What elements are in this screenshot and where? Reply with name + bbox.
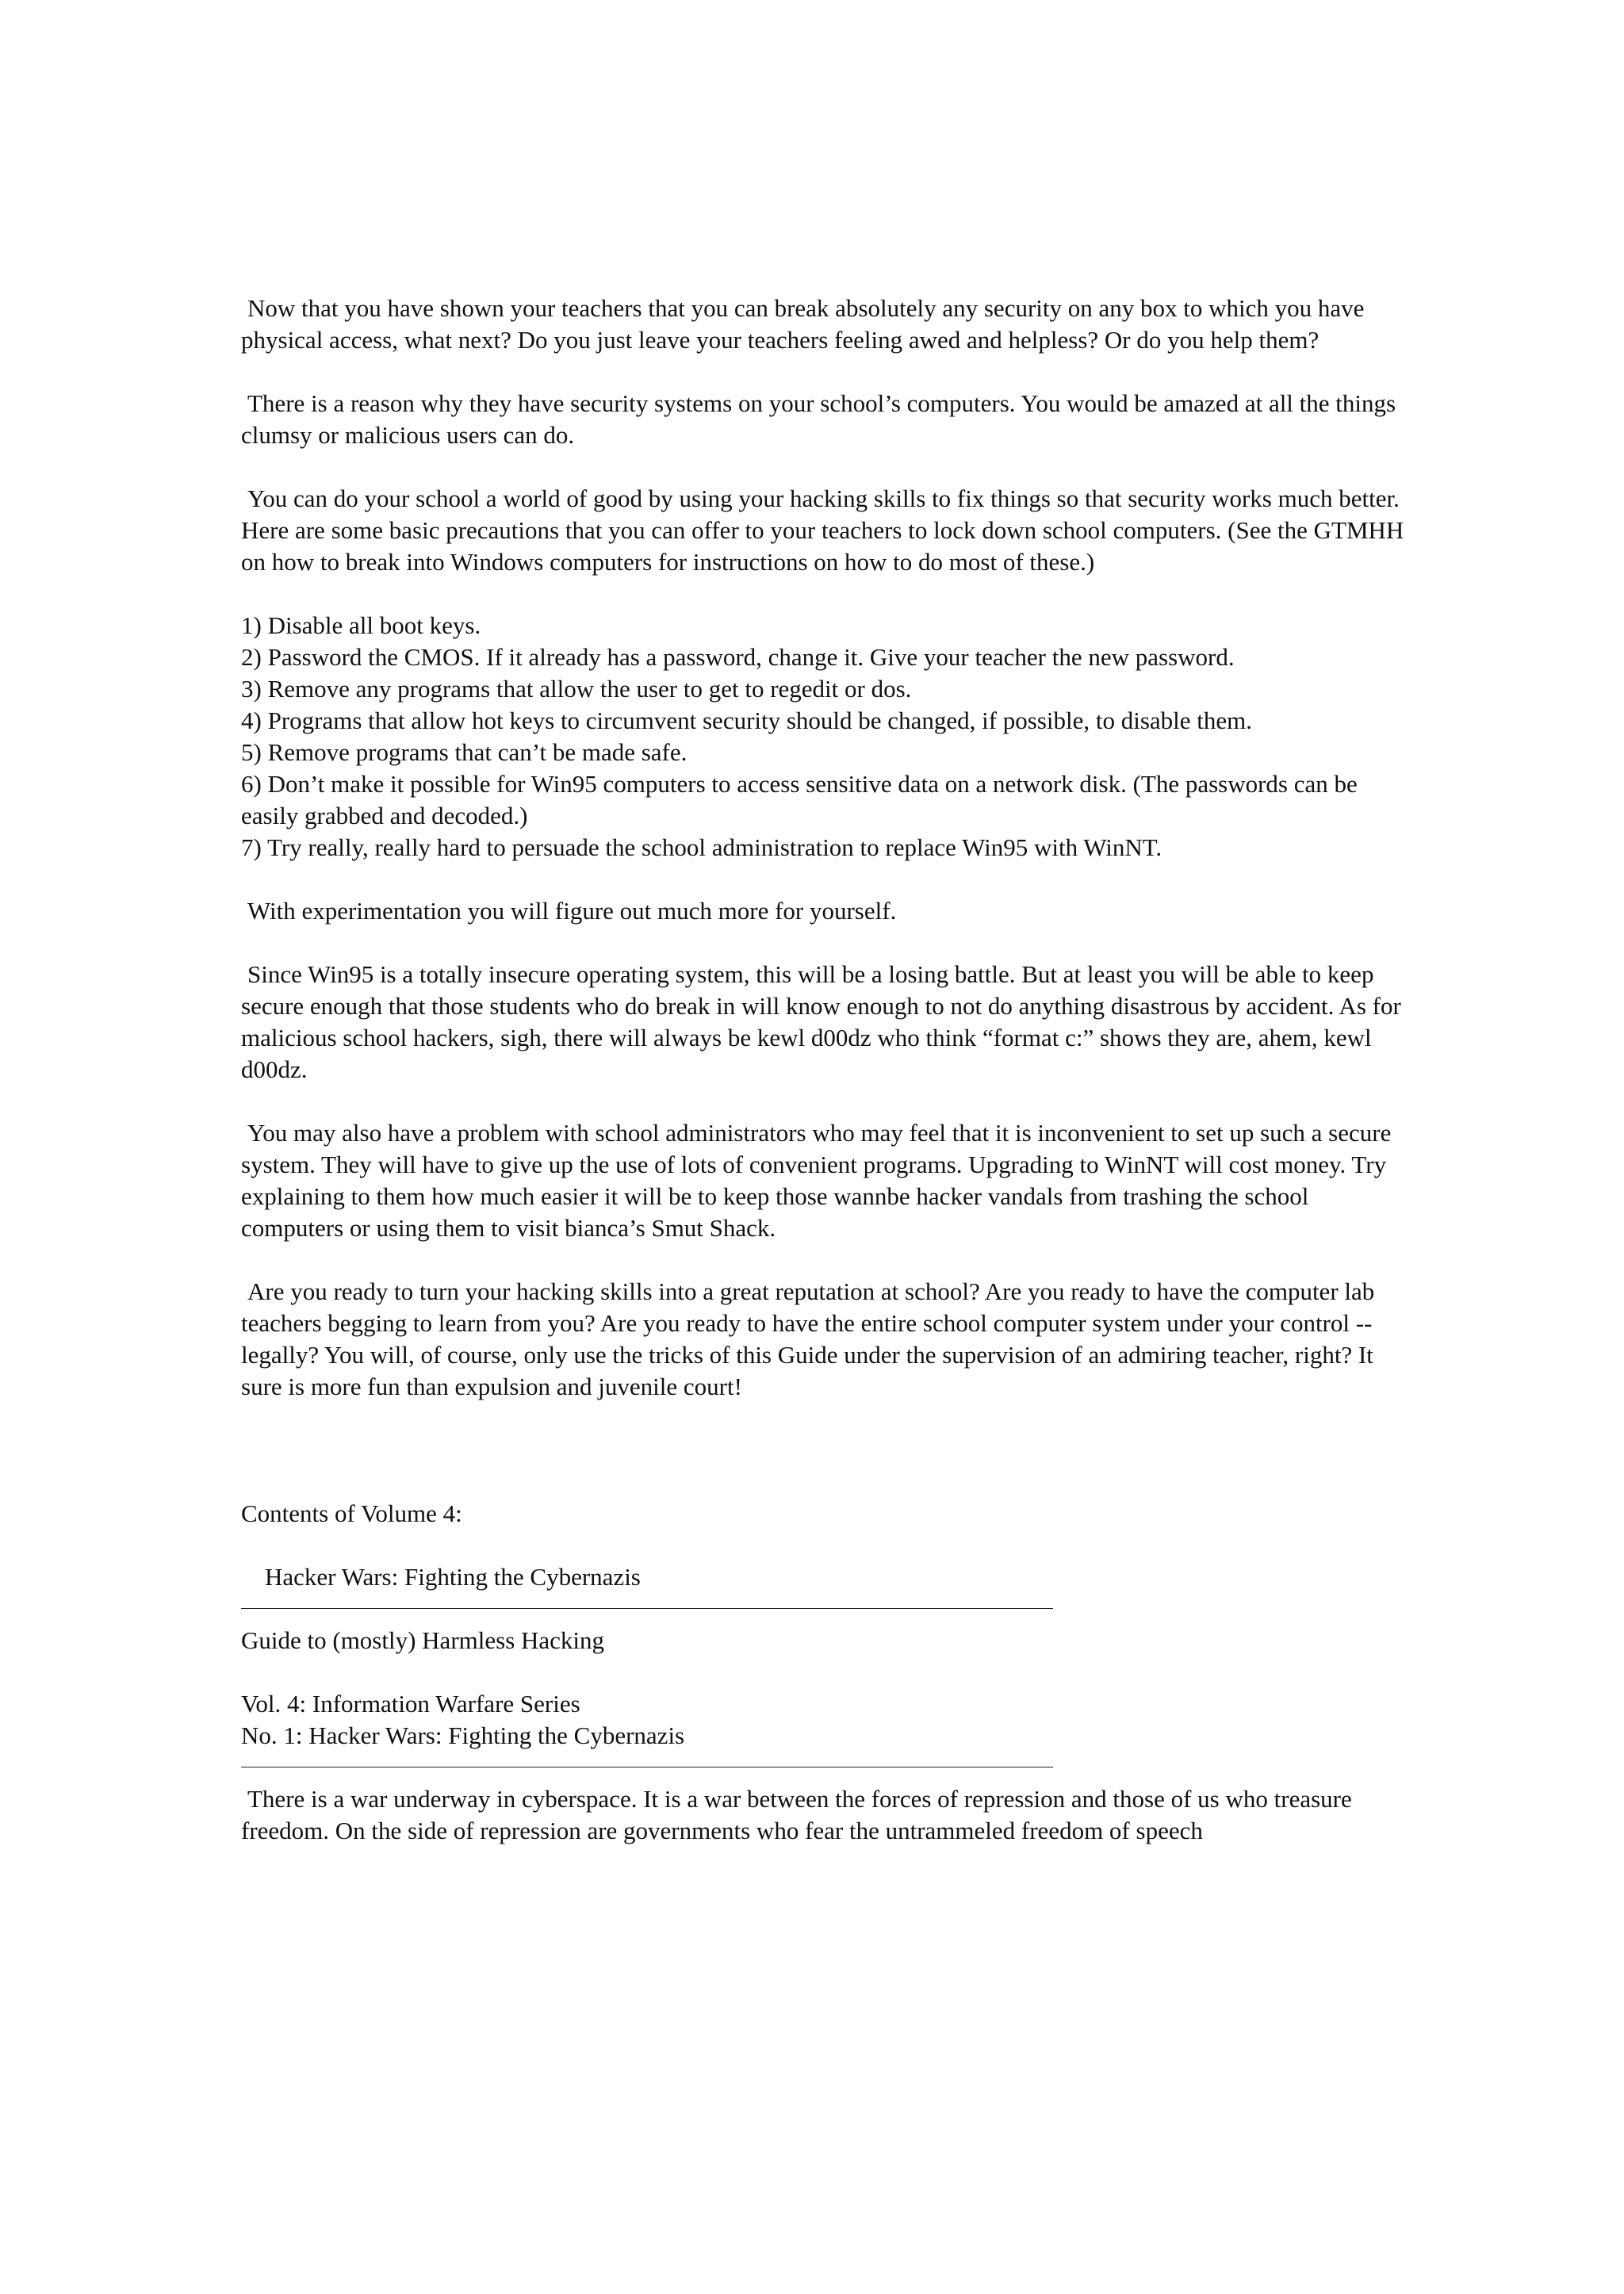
list-item: 6) Don’t make it possible for Win95 computers to access sensitive data on a network disk. (The passwords can be easily grabbed and decoded.) (241, 770, 1358, 829)
paragraph-experimentation: With experimentation you will figure out much more for yourself. (247, 897, 897, 925)
horizontal-rule (241, 1608, 1053, 1609)
paragraph-reputation: Are you ready to turn your hacking skills into a great reputation at school? Are you ready to have the computer lab teachers begging to learn from you? Are you ready to have the entire school computer system under your control -- legally? You will, of course, only use the tricks of this Guide under the supervision of an admiring teacher, right? It sure is more fun than expulsion and juvenile court! (241, 1277, 1375, 1400)
paragraph-administrators: You may also have a problem with school administrators who may feel that it is inconvenient to set up such a secure system. They will have to give up the use of lots of convenient programs. Upgrading to WinNT will cost money. Try explaining to them how much easier it will be to keep those wannbe hacker vandals from trashing the school computers or using them to visit bianca’s Smut Shack. (241, 1119, 1392, 1242)
volume-line: Vol. 4: Information Warfare Series (241, 1690, 580, 1718)
paragraph-intro: Now that you have shown your teachers that you can break absolutely any security on any box to which you have physical access, what next? Do you just leave your teachers feeling awed and helpless? Or do you help them? (241, 294, 1365, 354)
issue-line: No. 1: Hacker Wars: Fighting the Cybernazis (241, 1721, 685, 1749)
precautions-list (241, 610, 1407, 864)
guide-title: Guide to (mostly) Harmless Hacking (241, 1626, 605, 1654)
list-item: 3) Remove any programs that allow the user to get to regedit or dos. (241, 675, 912, 703)
paragraph-security-reason: There is a reason why they have security systems on your school’s computers. You would be amazed at all the things clumsy or malicious users can do. (241, 389, 1396, 449)
paragraph-win95: Since Win95 is a totally insecure operating system, this will be a losing battle. But at least you will be able to keep secure enough that those students who do break in will know enough to not do anything disastrous by accident. As for malicious school hackers, sigh, there will always be kewl d00dz who think “format c:” shows they are, ahem, kewl d00dz. (241, 960, 1401, 1083)
list-item: 4) Programs that allow hot keys to circumvent security should be changed, if possible, to disable them. (241, 707, 1253, 734)
list-item: 2) Password the CMOS. If it already has a password, change it. Give your teacher the new password. (241, 643, 1235, 671)
list-item: 5) Remove programs that can’t be made safe. (241, 738, 688, 766)
contents-item: Hacker Wars: Fighting the Cybernazis (265, 1563, 641, 1591)
document-body (241, 293, 1407, 1847)
list-item: 1) Disable all boot keys. (241, 611, 481, 639)
list-item: 7) Try really, really hard to persuade the school administration to replace Win95 with WinNT. (241, 833, 1162, 861)
contents-heading: Contents of Volume 4: (241, 1499, 462, 1527)
paragraph-cyberspace-war: There is a war underway in cyberspace. It is a war between the forces of repression and those of us who treasure freedom. On the side of repression are governments who fear the untrammeled freedom of speech (241, 1785, 1352, 1844)
paragraph-precautions-intro: You can do your school a world of good by using your hacking skills to fix things so that security works much better. Here are some basic precautions that you can offer to your teachers to lock down school computers. (See the GTMHH on how to break into Windows computers for instructions on how to do most of these.) (241, 484, 1404, 576)
